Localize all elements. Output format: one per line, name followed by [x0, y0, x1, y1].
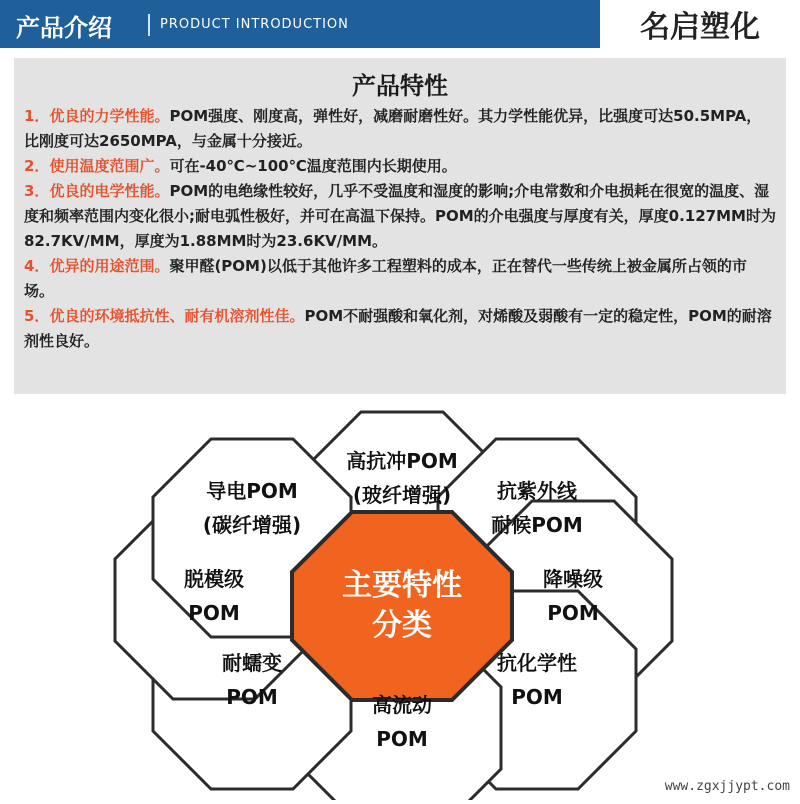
center-line: 分类	[372, 608, 432, 643]
category-line: 耐蠕变	[222, 651, 282, 675]
feature-highlight: 优良的力学性能。	[49, 107, 170, 125]
feature-item	[24, 179, 776, 254]
feature-number: 5．	[24, 307, 50, 325]
feature-number: 1．	[24, 107, 50, 125]
feature-item	[24, 104, 776, 154]
feature-item	[24, 254, 776, 304]
header-bar	[0, 0, 800, 48]
feature-item	[24, 304, 776, 354]
category-label	[473, 562, 673, 630]
category-label	[437, 474, 637, 542]
header-divider	[148, 14, 150, 36]
category-line: POM	[226, 685, 278, 709]
feature-highlight: 使用温度范围广。	[49, 157, 170, 175]
category-line: 高流动	[372, 693, 432, 717]
brand-name: 名启塑化	[600, 0, 800, 48]
feature-text: POM不耐强酸和氧化剂，对烯酸及弱酸有一定的稳定性，POM的耐溶剂性良好。	[24, 307, 772, 350]
header-subtitle: PRODUCT INTRODUCTION	[160, 17, 349, 32]
feature-list	[24, 104, 776, 354]
category-line: (玻纤增强)	[352, 483, 452, 507]
header-title: 产品介绍	[16, 14, 112, 42]
category-line: POM	[511, 685, 563, 709]
features-title: 产品特性	[352, 72, 448, 100]
feature-item	[24, 154, 776, 179]
feature-highlight: 优良的电学性能。	[49, 182, 170, 200]
feature-highlight: 优异的用途范围。	[49, 257, 170, 275]
category-line: 抗紫外线	[497, 479, 577, 503]
category-line: 高抗冲POM	[346, 449, 458, 473]
category-label	[152, 646, 352, 714]
category-line: 抗化学性	[497, 651, 577, 675]
center-label	[302, 566, 502, 646]
category-line: 降噪级	[543, 567, 603, 591]
classification-diagram	[0, 400, 800, 800]
category-label	[152, 474, 352, 542]
feature-number: 2．	[24, 157, 50, 175]
category-label	[114, 562, 314, 630]
category-line: 脱模级	[184, 567, 244, 591]
feature-highlight: 优良的环境抵抗性、耐有机溶剂性佳。	[49, 307, 305, 325]
category-line: 导电POM	[206, 479, 298, 503]
feature-text: 聚甲醛(POM)以低于其他许多工程塑料的成本，正在替代一些传统上被金属所占领的市场。	[24, 257, 747, 300]
features-panel	[14, 58, 786, 394]
category-line: (碳纤增强)	[202, 513, 302, 537]
feature-text: 可在-40℃~100℃温度范围内长期使用。	[169, 157, 457, 175]
category-line: POM	[188, 601, 240, 625]
center-line: 主要特性	[342, 568, 462, 603]
feature-text: POM的电绝缘性较好，几乎不受温度和湿度的影响;介电常数和介电损耗在很宽的温度、湿度和频率范围内变化很小;耐电弧性极好，并可在高温下保持。POM的介电强度与厚度有关，厚度0.127MM时为82.7KV/MM，厚度为1.88MM时为23.6KV/MM。	[24, 182, 776, 250]
category-line: 耐候POM	[491, 513, 583, 537]
feature-text: POM强度、刚度高，弹性好，减磨耐磨性好。其力学性能优异，比强度可达50.5MPA，比刚度可达2650MPA，与金属十分接近。	[24, 107, 762, 150]
feature-number: 4．	[24, 257, 50, 275]
footer-url: www.zgxjjypt.com	[664, 779, 790, 794]
category-line: POM	[376, 727, 428, 751]
category-line: POM	[547, 601, 599, 625]
feature-number: 3．	[24, 182, 50, 200]
